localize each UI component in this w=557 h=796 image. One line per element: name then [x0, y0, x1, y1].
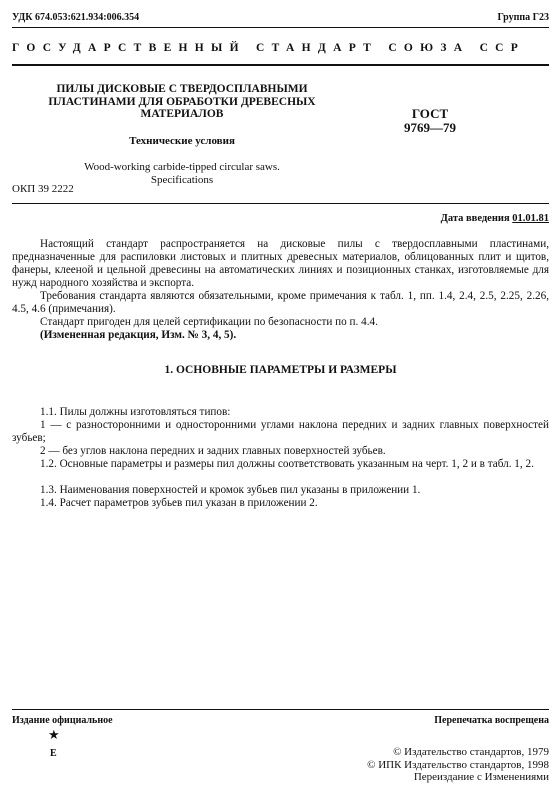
english-title-line: Specifications	[150, 173, 214, 186]
star-icon: ★	[48, 727, 60, 742]
section-heading: 1. ОСНОВНЫЕ ПАРАМЕТРЫ И РАЗМЕРЫ	[164, 364, 397, 376]
publisher-line: Переиздание с Изменениями	[413, 771, 549, 783]
udk-code: УДК 674.053:621.934:006.354	[12, 12, 140, 23]
gost-label: ГОСТ	[411, 106, 449, 121]
header-rule-bottom	[12, 64, 549, 66]
title-line: МАТЕРИАЛОВ	[140, 108, 224, 120]
clause-1-1: 1.1. Пилы должны изготовляться типов:	[40, 406, 231, 418]
introduction-date-value: 01.01.81	[512, 213, 549, 224]
certification-paragraph: Стандарт пригоден для целей сертификации по безопасности по п. 4.4.	[40, 316, 378, 328]
date-rule	[12, 203, 549, 204]
header-rule-top	[12, 27, 549, 28]
publisher-line: © Издательство стандартов, 1979	[393, 746, 549, 758]
english-title	[32, 161, 332, 186]
scope-paragraph: Настоящий стандарт распространяется на дисковые пилы с твердосплавными пластинами, предназначенные для распиловки листовых и плитных древесных материалов, облицованных плит и щитов, фанеры, клееной и цельной древесины на автоматических линиях и позиционных станках, изготовляемые для нужд народного хозяйства и экспорта.	[12, 238, 549, 289]
publisher-line: © ИПК Издательство стандартов, 1998	[367, 758, 549, 771]
state-standard-heading: ГОСУДАРСТВЕННЫЙ СТАНДАРТ СОЮЗА ССР	[12, 42, 526, 54]
title-line: ПИЛЫ ДИСКОВЫЕ С ТВЕРДОСПЛАВНЫМИ	[56, 83, 308, 95]
gost-designation	[380, 107, 480, 135]
edition-letter: Е	[50, 748, 57, 759]
clause-1-1-type-2: 2 — без углов наклона передних и задних главных поверхностей зубьев.	[40, 445, 386, 457]
introduction-date	[441, 212, 549, 225]
publisher-info	[367, 746, 549, 784]
document-title	[32, 83, 332, 121]
clause-1-1-type-1: 1 — с разносторонними и односторонними углами наклона передних и задних главных поверхностей зубьев;	[12, 419, 549, 444]
okp-code: ОКП 39 2222	[12, 183, 74, 195]
introduction-date-label: Дата введения	[440, 213, 510, 224]
clause-1-4: 1.4. Расчет параметров зубьев пил указан в приложении 2.	[40, 497, 318, 509]
english-title-line: Wood-working carbide-tipped circular saws.	[84, 161, 280, 173]
group-code: Группа Г23	[497, 12, 549, 23]
gost-number: 9769—79	[404, 120, 456, 135]
clause-1-3: 1.3. Наименования поверхностей и кромок зубьев пил указаны в приложении 1.	[40, 484, 421, 496]
reprint-prohibited-label: Перепечатка воспрещена	[434, 715, 549, 726]
official-edition-label: Издание официальное	[12, 715, 113, 726]
footer-rule	[12, 709, 549, 710]
clause-1-2: 1.2. Основные параметры и размеры пил должны соответствовать указанным на черт. 1, 2 и в табл. 1, 2.	[40, 458, 534, 470]
requirements-paragraph: Требования стандарта являются обязательными, кроме примечания к табл. 1, пп. 1.4, 2.4, 2.5, 2.25, 2.26, 4.5, 4.6 (примечания).	[12, 290, 549, 315]
amendment-note: (Измененная редакция, Изм. № 3, 4, 5).	[40, 329, 237, 341]
title-line: ПЛАСТИНАМИ ДЛЯ ОБРАБОТКИ ДРЕВЕСНЫХ	[48, 95, 316, 108]
document-subtitle: Технические условия	[129, 135, 235, 147]
